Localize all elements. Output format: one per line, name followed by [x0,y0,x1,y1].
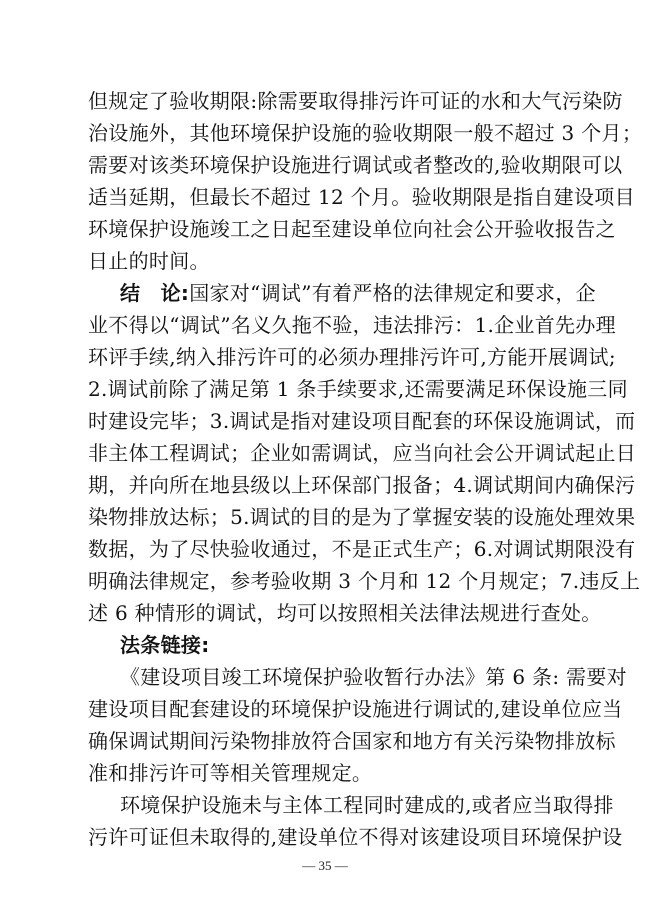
text-line: 确保调试期间污染物排放符合国家和地方有关污染物排放标 [88,729,616,753]
text-line: 污许可证但未取得的,建设单位不得对该建设项目环境保护设 [88,825,623,849]
text-line: 时建设完毕；3.调试是指对建设项目配套的环保设施调试，而 [88,409,636,433]
text-line: 明确法律规定，参考验收期 3 个月和 12 个月规定；7.违反上 [88,569,641,593]
text-line: 染物排放达标；5.调试的目的是为了掌握安装的设施处理效果 [88,505,636,529]
conclusion-label: 结 论: [120,281,190,305]
law-link-heading: 法条链接: [120,633,210,657]
text-line: 但规定了验收期限:除需要取得排污许可证的水和大气污染防 [88,89,623,113]
text-line: 环评手续,纳入排污许可的必须办理排污许可,方能开展调试; [88,345,616,369]
text-line: 日止的时间。 [88,249,210,273]
text-line: 环境保护设施未与主体工程同时建成的,或者应当取得排 [120,793,614,817]
conclusion-first-line [120,278,596,308]
text-line: 治设施外，其他环境保护设施的验收期限一般不超过 3 个月； [88,121,643,145]
page-number: — 35 — [302,858,348,873]
text-line: 适当延期，但最长不超过 12 个月。验收期限是指自建设项目 [88,185,635,209]
text-line: 建设项目配套建设的环境保护设施进行调试的,建设单位应当 [88,697,623,721]
text-line: 非主体工程调试；企业如需调试，应当向社会公开调试起止日 [88,441,637,465]
conclusion-text: 国家对“调试”有着严格的法律规定和要求，企 [189,281,596,305]
text-line: 述 6 种情形的调试，均可以按照相关法律法规进行查处。 [88,601,602,625]
text-line: 期，并向所在地县级以上环保部门报备；4.调试期间内确保污 [88,473,636,497]
text-line: 《建设项目竣工环境保护验收暂行办法》第 6 条: 需要对 [120,665,627,689]
text-line: 准和排污许可等相关管理规定。 [88,761,373,785]
text-line: 数据，为了尽快验收通过，不是正式生产；6.对调试期限没有 [88,537,636,561]
text-line: 需要对该类环境保护设施进行调试或者整改的,验收期限可以 [88,153,623,177]
text-line: 业不得以“调试”名义久拖不验，违法排污：1.企业首先办理 [88,313,616,337]
text-line: 环境保护设施竣工之日起至建设单位向社会公开验收报告之 [88,217,616,241]
text-line: 2.调试前除了满足第 1 条手续要求,还需要满足环保设施三同 [88,377,628,401]
